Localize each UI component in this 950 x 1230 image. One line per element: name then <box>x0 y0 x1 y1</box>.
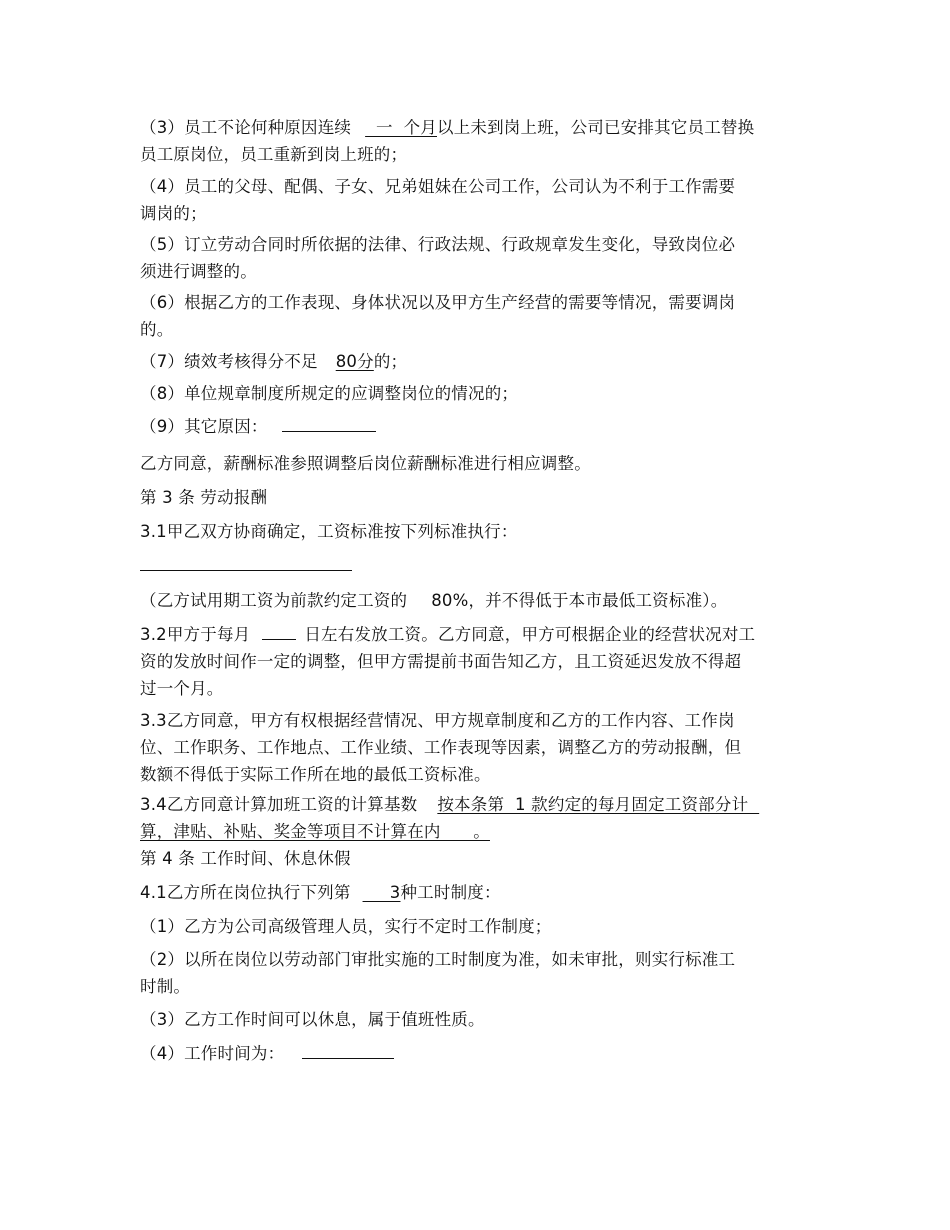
clause-line: 数额不得低于实际工作所在地的最低工资标准。 <box>140 765 491 784</box>
filled-blank: 80分 <box>335 352 374 371</box>
clause-line: 位、工作职务、工作地点、工作业绩、工作表现等因素，调整乙方的劳动报酬，但 <box>140 738 742 757</box>
filled-blank: 3 <box>362 883 401 902</box>
clause-line: （7）绩效考核得分不足 80分的； <box>140 352 408 371</box>
clause-line: 调岗的； <box>140 204 207 223</box>
clause-line: 的。 <box>140 320 174 339</box>
clause-line: （8）单位规章制度所规定的应调整岗位的情况的； <box>140 384 519 403</box>
clause-line: 过一个月。 <box>140 679 224 698</box>
clause-line: （1）乙方为公司高级管理人员，实行不定时工作制度； <box>140 917 552 936</box>
clause-line: 3.3乙方同意，甲方有权根据经营情况、甲方规章制度和乙方的工作内容、工作岗 <box>140 711 735 730</box>
clause-line: （乙方试用期工资为前款约定工资的 80%，并不得低于本市最低工资标准）。 <box>140 591 728 610</box>
section-heading: 第 4 条 工作时间、休息休假 <box>140 849 351 868</box>
clause-line: （9）其它原因： <box>140 413 780 440</box>
clause-line: （5）订立劳动合同时所依据的法律、行政法规、行政规章发生变化，导致岗位必 <box>140 235 736 254</box>
clause-line: （2）以所在岗位以劳动部门审批实施的工时制度为准，如未审批，则实行标准工 <box>140 950 736 969</box>
clause-line: 3.4乙方同意计算加班工资的计算基数 按本条第 1 款约定的每月固定工资部分计 <box>140 795 760 814</box>
filled-blank: 算，津贴、补贴、奖金等项目不计算在内 。 <box>140 822 490 841</box>
clause-line: （4）员工的父母、配偶、子女、兄弟姐妹在公司工作，公司认为不利于工作需要 <box>140 177 736 196</box>
wage-blank-line <box>140 552 780 579</box>
clause-line: 时制。 <box>140 977 191 996</box>
clause-line: 资的发放时间作一定的调整，但甲方需提前书面告知乙方，且工资延迟发放不得超 <box>140 652 742 671</box>
empty-blank <box>302 1042 394 1059</box>
filled-blank: 一 个月 <box>365 118 437 137</box>
clause-line: （3）乙方工作时间可以休息，属于值班性质。 <box>140 1010 485 1029</box>
clause-line: 3.1甲乙双方协商确定，工资标准按下列标准执行： <box>140 522 518 541</box>
clause-line: （6）根据乙方的工作表现、身体状况以及甲方生产经营的需要等情况，需要调岗 <box>140 293 736 312</box>
clause-line: 员工原岗位，员工重新到岗上班的； <box>140 145 408 164</box>
clause-line: 须进行调整的。 <box>140 262 257 281</box>
clause-line: （4）工作时间为： <box>140 1040 780 1067</box>
clause-line: （3）员工不论何种原因连续 一 个月以上未到岗上班，公司已安排其它员工替换 <box>140 118 755 137</box>
clause-line: 4.1乙方所在岗位执行下列第 3种工时制度： <box>140 883 501 902</box>
clause-line: 3.2甲方于每月 日左右发放工资。乙方同意，甲方可根据企业的经营状况对工 <box>140 625 756 644</box>
filled-blank: 按本条第 1 款约定的每月固定工资部分计 <box>437 795 760 814</box>
section-heading: 第 3 条 劳动报酬 <box>140 488 268 507</box>
empty-blank <box>282 415 376 432</box>
empty-blank <box>140 554 352 571</box>
clause-line: 乙方同意，薪酬标准参照调整后岗位薪酬标准进行相应调整。 <box>140 454 591 473</box>
empty-blank <box>262 623 296 640</box>
clause-line <box>140 818 780 845</box>
